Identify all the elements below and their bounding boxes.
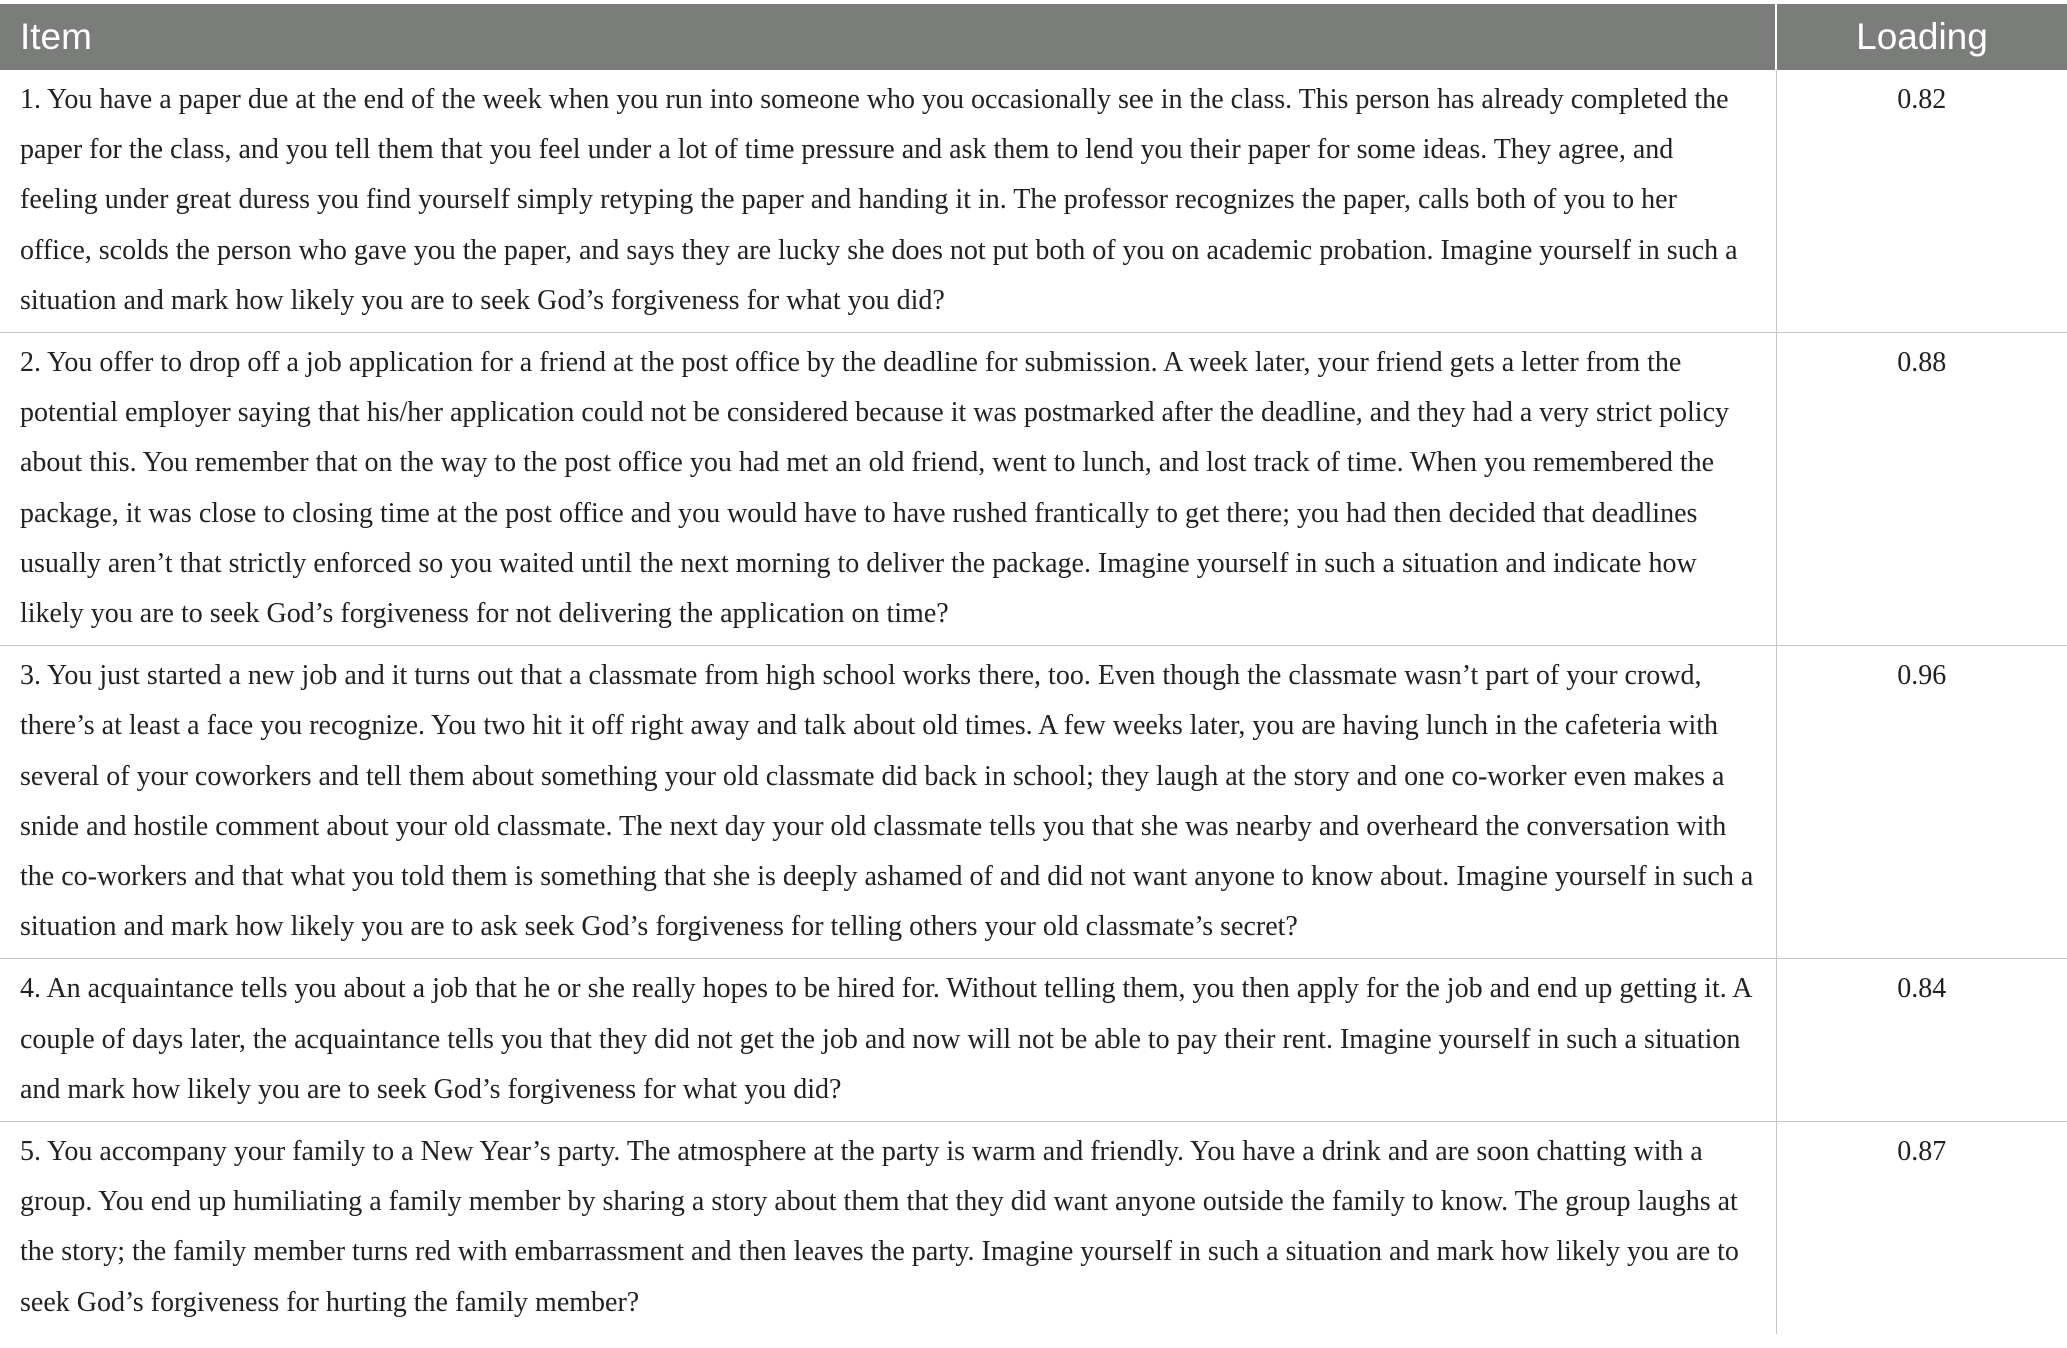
header-item: Item xyxy=(0,4,1776,70)
header-row xyxy=(0,4,2067,70)
header-loading: Loading xyxy=(1776,4,2067,70)
table-header xyxy=(0,4,2067,70)
table-row xyxy=(0,333,2067,646)
item-text: 2. You offer to drop off a job application for a friend at the post office by the deadline for submission. A week later, your friend gets a letter from the potential employer saying that his/her application could not be considered because it was postmarked after the deadline, and they had a very strict policy about this. You remember that on the way to the post office you had met an old friend, went to lunch, and lost track of time. When you remembered the package, it was close to closing time at the post office and you would have to have rushed frantically to get there; you had then decided that deadlines usually aren’t that strictly enforced so you waited until the next morning to deliver the package. Imagine yourself in such a situation and indicate how likely you are to seek God’s forgiveness for not delivering the application on time? xyxy=(0,333,1776,646)
loadings-table xyxy=(0,4,2067,1334)
loading-value: 0.96 xyxy=(1776,646,2067,959)
table-row xyxy=(0,646,2067,959)
table-body xyxy=(0,70,2067,1334)
loading-value: 0.88 xyxy=(1776,333,2067,646)
loading-value: 0.87 xyxy=(1897,1136,1947,1168)
loadings-table-container xyxy=(0,4,2067,1334)
table-row xyxy=(0,1122,2067,1334)
item-text: 1. You have a paper due at the end of the week when you run into someone who you occasionally see in the class. This person has already completed the paper for the class, and you tell them that you feel under a lot of time pressure and ask them to lend you their paper for some ideas. They agree, and feeling under great duress you find yourself simply retyping the paper and handing it in. The professor recognizes the paper, calls both of you to her office, scolds the person who gave you the paper, and says they are lucky she does not put both of you on academic probation. Imagine yourself in such a situation and mark how likely you are to seek God’s forgiveness for what you did? xyxy=(0,70,1776,333)
item-text: 3. You just started a new job and it turns out that a classmate from high school works there, too. Even though the classmate wasn’t part of your crowd, there’s at least a face you recognize. You two hit it off right away and talk about old times. A few weeks later, you are having lunch in the cafeteria with several of your coworkers and tell them about something your old classmate did back in school; they laugh at the story and one co-worker even makes a snide and hostile comment about your old classmate. The next day your old classmate tells you that she was nearby and overheard the conversation with the co-workers and that what you told them is something that she is deeply ashamed of and did not want anyone to know about. Imagine yourself in such a situation and mark how likely you are to ask seek God’s forgiveness for telling others your old classmate’s secret? xyxy=(0,646,1776,959)
table-row xyxy=(0,959,2067,1122)
item-text: 4. An acquaintance tells you about a job that he or she really hopes to be hired for. Without telling them, you then apply for the job and end up getting it. A couple of days later, the acquaintance tells you that they did not get the job and now will not be able to pay their rent. Imagine yourself in such a situation and mark how likely you are to seek God’s forgiveness for what you did? xyxy=(0,959,1776,1122)
loading-value: 0.82 xyxy=(1776,70,2067,333)
table-row xyxy=(0,70,2067,333)
loading-value: 0.84 xyxy=(1776,959,2067,1122)
item-text: 5. You accompany your family to a New Year’s party. The atmosphere at the party is warm and friendly. You have a drink and are soon chatting with a group. You end up humiliating a family member by sharing a story about them that they did want anyone outside the family to know. The group laughs at the story; the family member turns red with embarrassment and then leaves the party. Imagine yourself in such a situation and mark how likely you are to seek God’s forgiveness for hurting the family member? xyxy=(0,1122,1776,1334)
